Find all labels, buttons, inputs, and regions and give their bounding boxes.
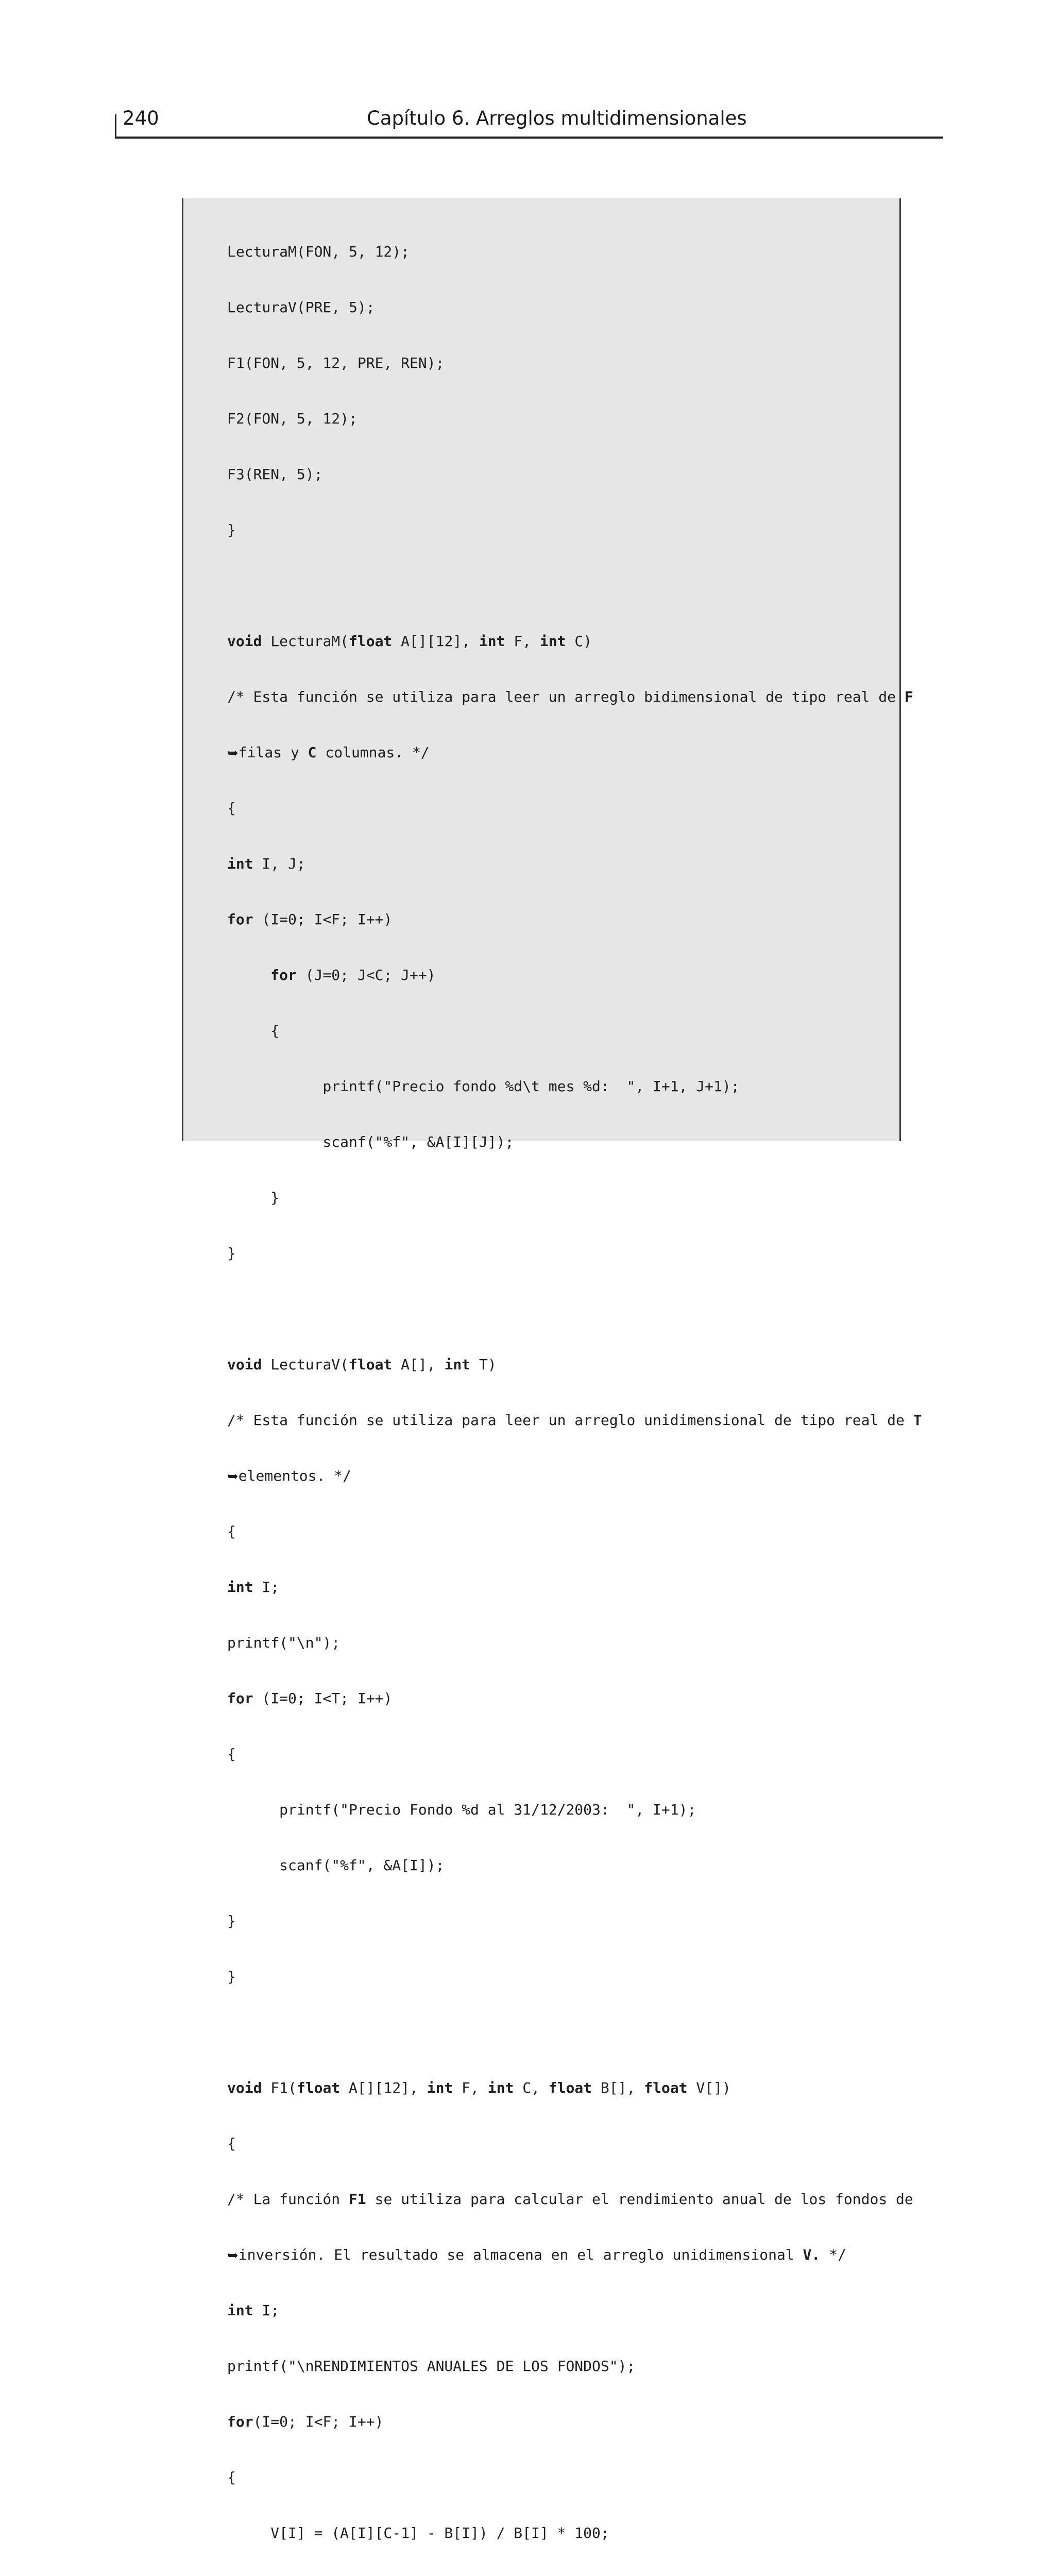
code-line: for (I=0; I<T; I++) [227,1690,393,1707]
code-line: int I; [227,1579,280,1596]
code-line: scanf("%f", &A[I]); [227,1857,445,1874]
code-line: } [227,1189,280,1206]
code-line: } [227,1245,236,1262]
code-line: LecturaV(PRE, 5); [227,299,375,316]
code-line: F3(REN, 5); [227,466,323,483]
code-line: { [227,2469,236,2486]
code-line: } [227,1968,236,1985]
code-line: int I; [227,2302,280,2319]
continuation-arrow-icon: ➥ [227,1469,239,1484]
code-line: /* La función F1 se utiliza para calcular el rendimiento anual de los fondos de [227,2191,913,2208]
code-line: /* Esta función se utiliza para leer un arreglo unidimensional de tipo real de T [227,1412,922,1429]
header-rule [115,137,943,139]
continuation-arrow-icon: ➥ [227,745,239,761]
code-line: ➥elementos. */ [227,1467,351,1484]
code-line: { [227,1523,236,1540]
code-line [227,2023,922,2042]
header-tick [115,114,116,139]
continuation-arrow-icon: ➥ [227,2248,239,2263]
code-line: { [227,1022,280,1039]
code-line: } [227,521,236,538]
code-line: F1(FON, 5, 12, PRE, REN); [227,354,445,371]
code-line: printf("Precio fondo %d\t mes %d: ", I+1, J+1); [227,1078,740,1095]
code-line [227,1300,922,1318]
code-line: void LecturaV(float A[], int T) [227,1356,497,1373]
code-line: /* Esta función se utiliza para leer un arreglo bidimensional de tipo real de F [227,688,913,705]
code-line: LecturaM(FON, 5, 12); [227,243,410,260]
code-listing [227,206,922,2576]
code-line: for (J=0; J<C; J++) [270,967,436,984]
code-listing-box [182,198,922,2541]
code-line: V[I] = (A[I][C-1] - B[I]) / B[I] * 100; [227,2524,609,2541]
code-line: F2(FON, 5, 12); [227,410,358,427]
code-line: { [227,2135,236,2152]
code-line: } [227,1912,236,1929]
code-line: printf("\n"); [227,1634,341,1651]
chapter-title: Capítulo 6. Arreglos multidimensionales [367,107,747,129]
code-line: for (I=0; I<F; I++) [227,911,393,928]
code-line: void F1(float A[][12], int F, int C, float B[], float V[]) [227,2079,731,2096]
code-line: { [227,800,236,817]
code-line: printf("Precio Fondo %d al 31/12/2003: ", I+1); [227,1801,696,1818]
code-line: { [227,1745,236,1762]
code-line: ➥filas y C columnas. */ [227,744,430,761]
page-number: 240 [123,107,159,129]
code-line: ➥inversión. El resultado se almacena en el arreglo unidimensional V. */ [227,2246,846,2263]
code-line: for(I=0; I<F; I++) [227,2413,384,2430]
code-line: void LecturaM(float A[][12], int F, int C) [227,633,592,650]
code-line: scanf("%f", &A[I][J]); [227,1133,514,1150]
code-line: printf("\nRENDIMIENTOS ANUALES DE LOS FONDOS"); [227,2358,636,2375]
code-line: int I, J; [227,855,305,872]
code-line [227,577,922,595]
